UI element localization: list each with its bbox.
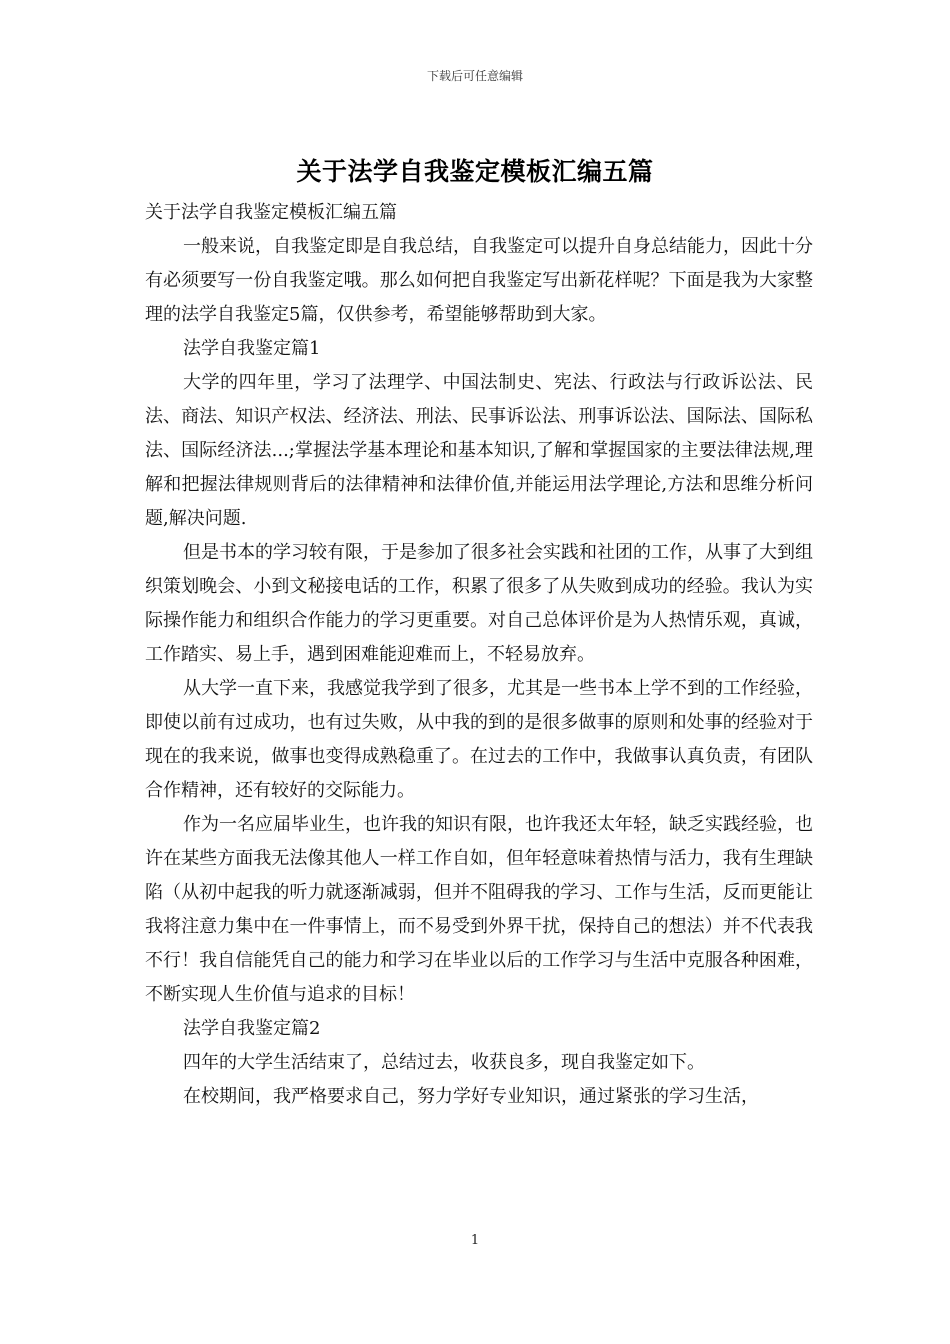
page-header-note: 下载后可任意编辑 — [426, 69, 523, 83]
section-heading-2: 法学自我鉴定篇2 — [183, 1018, 321, 1039]
document-body — [145, 196, 813, 1114]
paragraph: 但是书本的学习较有限，于是参加了很多社会实践和社团的工作，从事了大到组织策划晚会、小到文秘接电话的工作，积累了很多了从失败到成功的经验。我认为实际操作能力和组织合作能力的学习更重要。对自己总体评价是为人热情乐观，真诚，工作踏实、易上手，遇到困难能迎难而上，不轻易放弃。 — [145, 542, 813, 665]
subtitle-line: 关于法学自我鉴定模板汇编五篇 — [145, 202, 397, 223]
page-number: 1 — [470, 1233, 480, 1248]
section-heading-1: 法学自我鉴定篇1 — [183, 338, 321, 359]
paragraph: 四年的大学生活结束了，总结过去，收获良多，现自我鉴定如下。 — [183, 1052, 705, 1073]
paragraph: 从大学一直下来，我感觉我学到了很多，尤其是一些书本上学不到的工作经验，即使以前有过成功，也有过失败，从中我的到的是很多做事的原则和处事的经验对于现在的我来说，做事也变得成熟稳重了。在过去的工作中，我做事认真负责，有团队合作精神，还有较好的交际能力。 — [145, 678, 813, 801]
paragraph: 大学的四年里，学习了法理学、中国法制史、宪法、行政法与行政诉讼法、民法、商法、知识产权法、经济法、刑法、民事诉讼法、刑事诉讼法、国际法、国际私法、国际经济法...;掌握法学基本理论和基本知识,了解和掌握国家的主要法律法规,理解和把握法律规则背后的法律精神和法律价值,并能运用法学理论,方法和思维分析问题,解决问题. — [145, 372, 813, 529]
paragraph: 在校期间，我严格要求自己，努力学好专业知识，通过紧张的学习生活， — [183, 1086, 759, 1107]
document-title: 关于法学自我鉴定模板汇编五篇 — [296, 157, 654, 186]
paragraph-intro: 一般来说，自我鉴定即是自我总结，自我鉴定可以提升自身总结能力，因此十分有必须要写一份自我鉴定哦。那么如何把自我鉴定写出新花样呢？下面是我为大家整理的法学自我鉴定5篇，仅供参考，希望能够帮助到大家。 — [145, 236, 813, 325]
paragraph: 作为一名应届毕业生，也许我的知识有限，也许我还太年轻，缺乏实践经验，也许在某些方面我无法像其他人一样工作自如，但年轻意味着热情与活力，我有生理缺陷（从初中起我的听力就逐渐减弱，但并不阻碍我的学习、工作与生活，反而更能让我将注意力集中在一件事情上，而不易受到外界干扰，保持自己的想法）并不代表我不行！我自信能凭自己的能力和学习在毕业以后的工作学习与生活中克服各种困难，不断实现人生价值与追求的目标！ — [145, 814, 813, 1005]
